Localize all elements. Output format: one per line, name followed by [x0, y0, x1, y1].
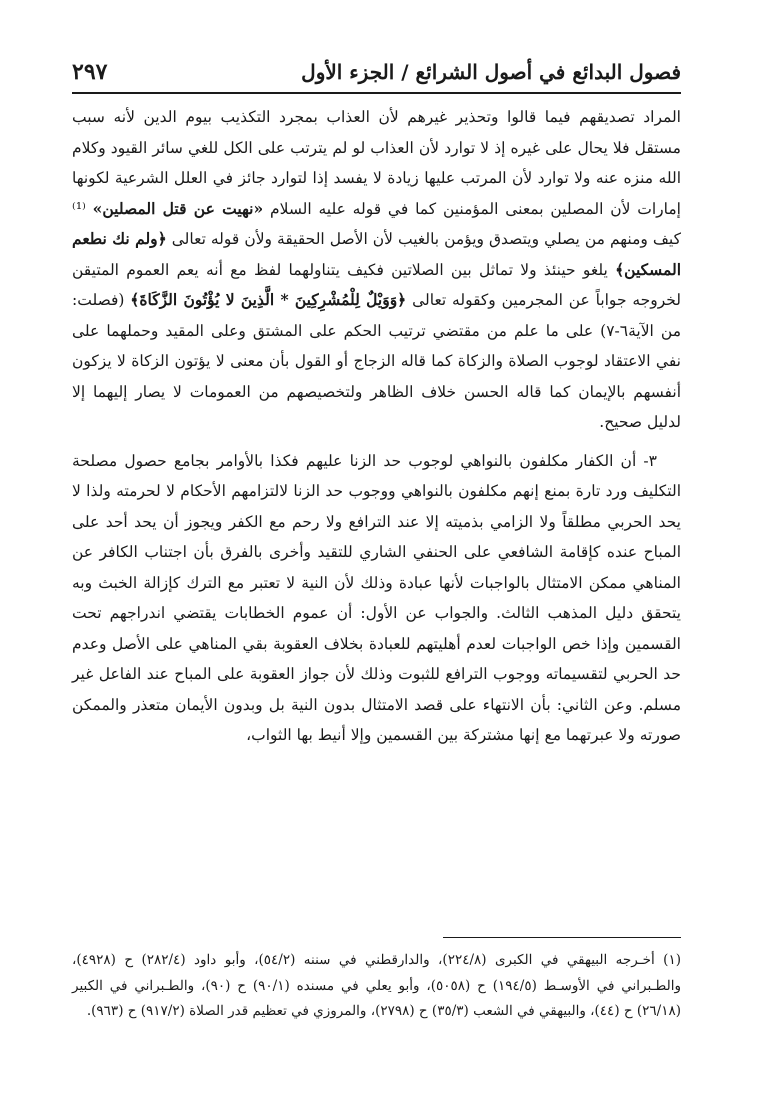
- footnote-reference: ⁽¹⁾: [72, 199, 93, 218]
- paragraph-1-part-a: المراد تصديقهم فيما قالوا وتحذير غيرهم لأن العذاب بمجرد التكذيب بيوم الدين لأنه سبب مستقل فلا يحال على غيره إذ لا توارد لأن العذاب لو لم يترتب على الكل للغي سائر القيود وكلام الله منزه عنه ولا توارد لأن المرتب عليها زيادة لا يفسد إذا لتوارد جائز في العلل الشرعية لكونها إمارات لأن المصلين بمعنى المؤمنين كما في قوله عليه السلام: [72, 108, 681, 218]
- book-title: فصول البدائع في أصول الشرائع / الجزء الأول: [301, 60, 681, 84]
- quran-quote-1: ﴿ولم نك نطعم المسكين﴾: [72, 229, 681, 279]
- page-number: ٢٩٧: [72, 59, 108, 85]
- quran-quote-2: ﴿وَوَيْلٌ لِلْمُشْرِكِينَ * الَّذِينَ لا يُؤْتُونَ الزَّكَاةَ﴾: [130, 290, 407, 309]
- paragraph-1-part-d: (فصلت: من الآية٦-٧) على ما علم من مقتضي ترتيب الحكم على المشتق وعلى المقيد وحملهما على نفي الاعتقاد لوجوب الصلاة والزكاة كما قاله الزجاج أو القول بأن معنى لا يؤتون الزكاة لا يزكون أنفسهم بالإيمان كما قاله الحسن خلاف الظاهر ولتخصيصهم من العمومات لا يصار إليهما إلا لدليل صحيح.: [72, 291, 681, 431]
- paragraph-1-part-c: يلغو حينئذ ولا تماثل بين الصلاتين فكيف يتناولهما لفظ مع أنه يعم العموم المتيقن لخروجه جواباً عن المجرمين وكقوله تعالى: [72, 260, 681, 309]
- paragraph-2: ٣- أن الكفار مكلفون بالنواهي لوجوب حد الزنا عليهم فكذا بالأوامر بجامع حصول مصلحة التكليف ورد تارة بمنع إنهم مكلفون بالنواهي ووجوب حد الزنا لالتزامهم الأحكام لا لحرمته ولذا لا يحد الحربي مطلقاً ولا الزامي بذميته إلا عند الترافع ولا رحم مع الكفر ويجوز أن يحد أحد على المباح عنده كإقامة الشافعي على الحنفي الشاري للتقيد وأخرى بالفرق بأن اجتناب الكافر عن المناهي ممكن الامتثال بالواجبات لأنها عبادة وذلك لأن النية لا تعتبر مع الترك كإزالة الخبث وبه يتحقق دليل المذهب الثالث. والجواب عن الأول: أن عموم الخطابات يقتضي اندراجهم تحت القسمين وإذا خص الواجبات لعدم أهليتهم للعبادة بخلاف العقوبة بقي المناهي على الأصل وعدم حد الحربي لتقسيماته ووجوب الترافع للثبوت وذلك لأن جواز العقوبة على المباح عند الفاعل غير مسلم. وعن الثاني: بأن الانتهاء على قصد الامتثال بدون النية بل وبدون الأيمان متعذر والممكن صورته ولا عبرتهما مع إنها مشتركة بين القسمين وإلا أنيط بها الثواب،: [72, 451, 681, 744]
- footnote-1: (١) أخـرجه البيهقي في الكبرى (٢٢٤/٨)، والدارقطني في سننه (٥٤/٢)، وأبو داود (٢٨٢/٤) ح (٤٩٢٨)، والطـبراني في الأوسـط (١٩٤/٥) ح (٥٠٥٨)، وأبو يعلي في مسنده (٩٠/١) ح (٩٠)، والطـبراني في الكبير (٢٦/١٨) ح (٤٤)، والبيهقي في الشعب (٣٥/٣) ح (٢٧٩٨)، والمروزي في تعظيم قدر الصلاة (٩١٧/٢) ح (٩٦٣).: [72, 952, 681, 1019]
- paragraph-1: [72, 102, 681, 438]
- running-header: [72, 52, 681, 94]
- footnotes: [72, 948, 681, 1025]
- footnote-divider: [443, 937, 681, 938]
- hadith-quote: «نهيت عن قتل المصلين»: [92, 198, 264, 218]
- paragraph-1-part-b: كيف ومنهم من يصلي ويتصدق ويؤمن بالغيب لأن الأصل الحقيقة ولأن قوله تعالى: [166, 230, 681, 248]
- main-text: [72, 102, 681, 751]
